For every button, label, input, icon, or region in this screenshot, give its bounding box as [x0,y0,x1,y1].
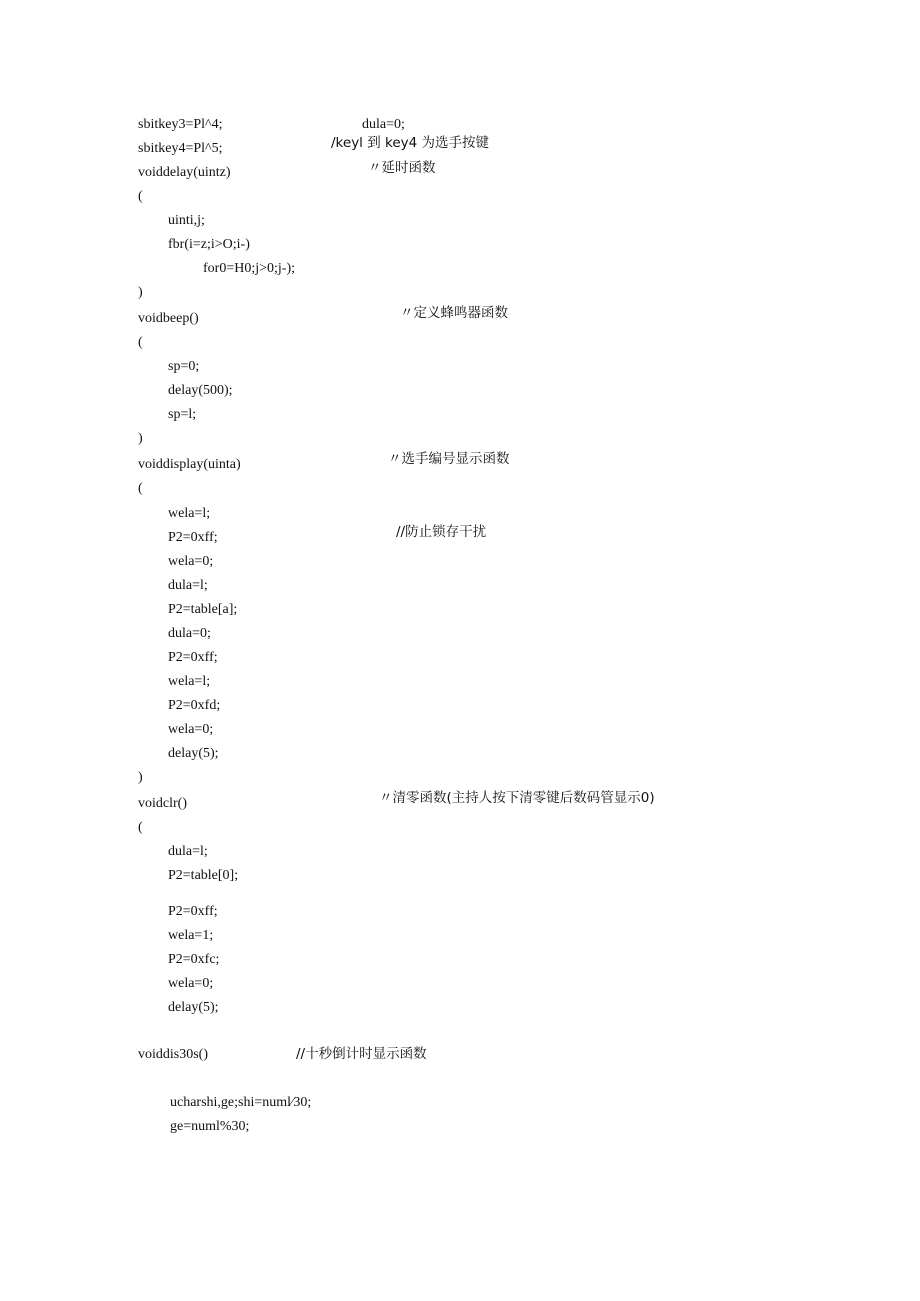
code-line: fbr(i=z;i>O;i-) [168,237,250,252]
code-line: delay(5); [168,746,219,761]
code-line: voiddis30s() [138,1047,208,1062]
code-line: wela=0; [168,554,214,569]
code-line: P2=table[0]; [168,868,239,883]
code-line: P2=0xfc; [168,952,220,967]
code-comment: 〃选手编号显示函数 [388,451,510,467]
code-comment: 〃延时函数 [368,160,436,176]
code-line: dula=0; [362,117,405,132]
code-line: voidclr() [138,796,187,811]
code-line: uinti,j; [168,213,205,228]
code-line: P2=table[a]; [168,602,238,617]
code-comment: //防止锁存干扰 [396,524,487,540]
code-line: P2=0xff; [168,904,218,919]
code-line: wela=0; [168,722,214,737]
code-line: wela=l; [168,674,211,689]
code-line: P2=0xff; [168,530,218,545]
code-line: voiddisplay(uinta) [138,457,241,472]
code-line: ucharshi,ge;shi=numl∕30; [170,1095,312,1110]
code-line: dula=0; [168,626,211,641]
code-line: ge=numl%30; [170,1119,250,1134]
code-line: sp=0; [168,359,200,374]
code-line: ( [138,189,143,204]
code-line: sbitkey4=Pl^5; [138,141,223,156]
code-line: dula=l; [168,578,208,593]
code-line: sbitkey3=Pl^4; [138,117,223,132]
code-line: wela=1; [168,928,214,943]
code-line: voiddelay(uintz) [138,165,231,180]
code-line: delay(5); [168,1000,219,1015]
code-comment: 〃定义蜂鸣器函数 [400,305,508,321]
code-comment: /keyl 到 key4 为选手按键 [331,135,490,151]
code-comment: //十秒倒计时显示函数 [296,1046,427,1062]
code-comment: 〃清零函数(主持人按下清零键后数码管显示0) [379,790,655,806]
code-line: P2=0xff; [168,650,218,665]
code-line: wela=l; [168,506,211,521]
code-line: dula=l; [168,844,208,859]
code-line: ) [138,431,143,446]
code-line: ( [138,820,143,835]
code-line: ) [138,770,143,785]
code-line: sp=l; [168,407,197,422]
code-line: voidbeep() [138,311,199,326]
code-line: delay(500); [168,383,233,398]
code-line: ) [138,285,143,300]
code-line: for0=H0;j>0;j-); [203,261,295,276]
code-line: ( [138,335,143,350]
code-line: P2=0xfd; [168,698,221,713]
code-line: wela=0; [168,976,214,991]
code-line: ( [138,481,143,496]
